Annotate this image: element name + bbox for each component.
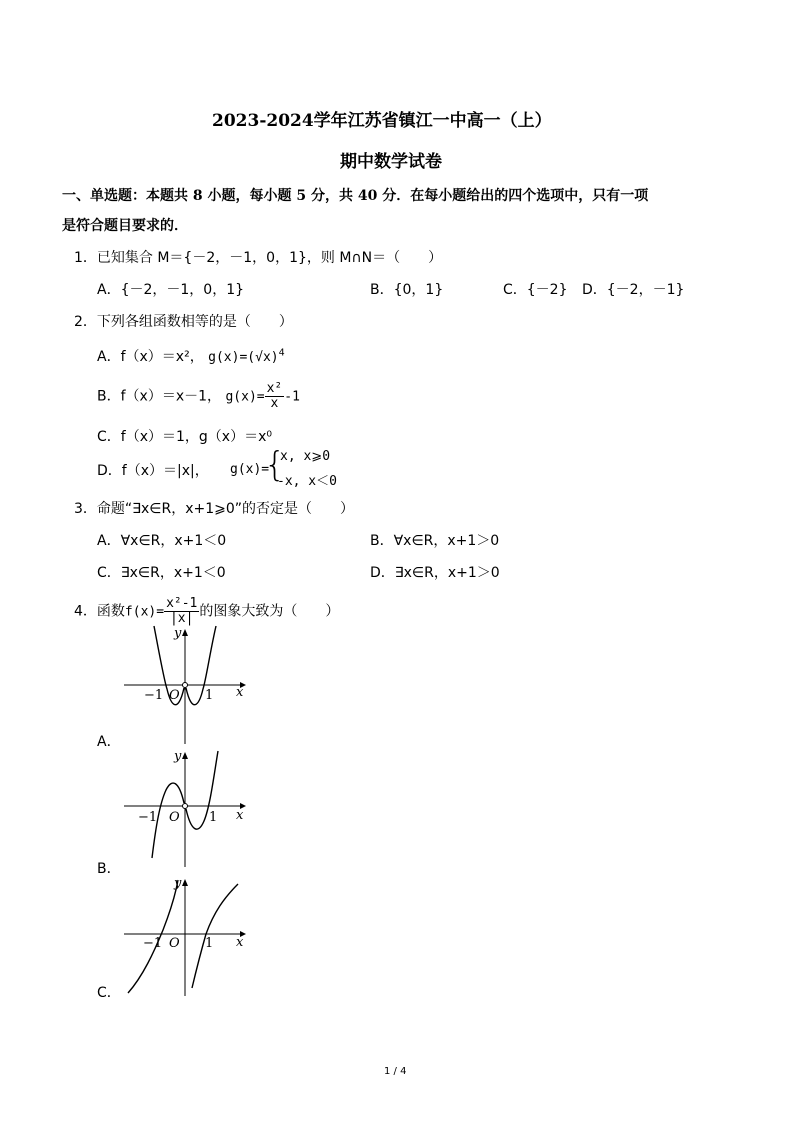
graph-b-hole	[183, 804, 188, 809]
q4-function-denominator: |x|	[169, 611, 194, 626]
graph-b-y-label: y	[174, 749, 182, 764]
q2-option-c: C．f（x）＝1，g（x）＝x⁰	[97, 429, 272, 445]
q2-option-d-case2: -x, x＜0	[277, 474, 337, 489]
q2-option-b-f: B．f（x）＝x－1，	[97, 388, 222, 405]
graph-c-y-label: y	[174, 876, 182, 891]
exam-title: 2023-2024学年江苏省镇江一中高一（上）	[212, 111, 552, 131]
section-header-line2: 是符合题目要求的．	[62, 218, 188, 234]
q1-stem: 1．已知集合 M＝{－2，－1，0，1}，则 M∩N＝（ ）	[74, 250, 443, 266]
q2-option-b-g-left: g(x)=	[225, 389, 265, 405]
graph-a-neg1-label: −1	[144, 688, 164, 703]
q1-option-a: A．{－2，－1，0，1}	[97, 282, 245, 298]
q2-option-a-g: g(x)=(√x)	[208, 350, 279, 365]
q2-option-b-g-right: -1	[284, 389, 300, 405]
q1-option-c: C．{－2}	[503, 282, 568, 298]
q2-option-d-f: D．f（x）＝|x|，	[97, 463, 209, 479]
q2-option-b-denominator: x	[270, 396, 279, 411]
q4-stem-prefix: 4．函数	[74, 603, 125, 620]
q4-option-a: A．	[97, 734, 121, 750]
q3-option-c: C．∃x∈R，x+1＜0	[97, 565, 226, 581]
q2-option-a-g-exponent: 4	[278, 347, 285, 359]
graph-a-pos1-label: 1	[205, 688, 214, 703]
q2-option-a-f: A．f（x）＝x²，	[97, 349, 204, 365]
exam-subtitle: 期中数学试卷	[340, 152, 442, 172]
section-header-line1: 一、单选题：本题共 8 小题，每小题 5 分，共 40 分．在每小题给出的四个选项中，只有一项	[62, 188, 649, 204]
graph-c-right-branch	[192, 884, 238, 988]
graph-c-neg1-label: −1	[143, 936, 163, 951]
q3-stem: 3．命题“∃x∈R，x+1⩾0”的否定是（ ）	[74, 501, 355, 517]
q1-option-d: D．{－2，－1}	[582, 282, 685, 298]
graph-a-y-label: y	[174, 626, 182, 641]
q4-option-c: C．	[97, 985, 121, 1001]
graph-c-pos1-label: 1	[205, 936, 214, 951]
q4-graph-a	[118, 622, 253, 744]
q3-option-d: D．∃x∈R，x+1＞0	[370, 565, 500, 581]
q2-option-b-fraction	[265, 382, 285, 411]
graph-a-x-label: x	[236, 685, 244, 700]
graph-b-y-arrow	[182, 752, 188, 759]
q4-function-left: f(x)=	[124, 604, 165, 620]
q2-option-d-g-left: g(x)=	[230, 462, 270, 477]
q2-stem: 2．下列各组函数相等的是（ ）	[74, 314, 293, 330]
graph-c-y-arrow	[182, 879, 188, 886]
graph-b-pos1-label: 1	[209, 810, 218, 825]
q3-option-b: B．∀x∈R，x+1＞0	[370, 533, 500, 549]
graph-b-origin-label: O	[169, 810, 180, 825]
q4-graph-b	[118, 745, 253, 867]
q3-option-a: A．∀x∈R，x+1＜0	[97, 533, 227, 549]
graph-c-x-label: x	[236, 935, 244, 950]
q4-option-b: B．	[97, 861, 121, 877]
q2-option-d-case1: x, x⩾0	[280, 449, 331, 464]
graph-b-neg1-label: −1	[138, 810, 158, 825]
graph-a-hole	[183, 683, 188, 688]
q4-stem-suffix: 的图象大致为（ ）	[199, 603, 340, 620]
q4-function-numerator: x²-1	[166, 596, 198, 611]
page-number: 1 / 4	[384, 1066, 407, 1077]
q2-option-b	[97, 382, 300, 411]
graph-b-x-label: x	[236, 808, 244, 823]
graph-a-y-arrow	[182, 629, 188, 636]
q2-option-a	[97, 346, 285, 366]
q2-option-d-brace: {	[264, 445, 286, 485]
q2-option-b-numerator: x²	[266, 381, 283, 396]
q4-graph-c	[118, 872, 253, 996]
graph-a-origin-label: O	[169, 688, 180, 703]
q1-option-b: B．{0，1}	[370, 282, 444, 298]
graph-c-origin-label: O	[169, 936, 180, 951]
